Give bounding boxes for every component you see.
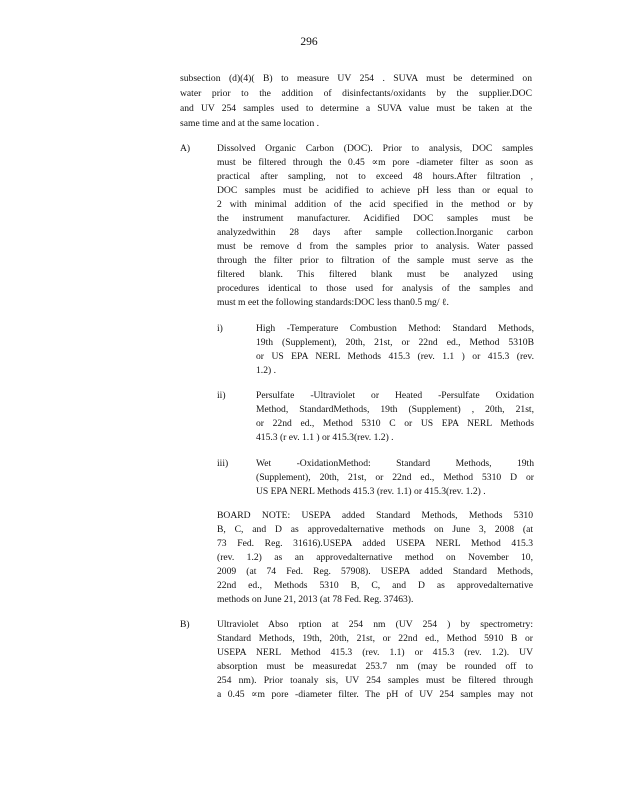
item-ii-line: Method, StandardMethods, 19th (Supplement) , 20th, 21st,: [256, 404, 534, 415]
intro-line: water prior to the addition of disinfectants/oxidants by the supplier.DOC: [180, 88, 532, 99]
item-i-line: or US EPA NERL Methods 415.3 (rev. 1.1 ) or 415.3 (rev.: [256, 351, 534, 362]
section-a-line: must be filtered through the 0.45 ∝m pore -diameter filter as soon as: [217, 157, 533, 168]
section-a-line: 2 with minimal addition of the acid specified in the method or by: [217, 199, 533, 210]
item-i-line: High -Temperature Combustion Method: Standard Methods,: [256, 323, 534, 334]
page-number: 296: [300, 36, 318, 48]
item-ii-line: 415.3 (r ev. 1.1 ) or 415.3(rev. 1.2) .: [256, 432, 394, 443]
board-note-line: methods on June 21, 2013 (at 78 Fed. Reg. 37463).: [217, 594, 414, 605]
item-iii-marker: iii): [217, 458, 229, 469]
intro-line: and UV 254 samples used to determine a SUVA value must be taken at the: [180, 103, 532, 114]
item-i-marker: i): [217, 323, 223, 334]
item-i-line: 19th (Supplement), 20th, 21st, or 22nd ed., Method 5310B: [256, 337, 534, 348]
section-a-marker: A): [180, 143, 191, 154]
item-ii-marker: ii): [217, 390, 226, 401]
section-b-line: Standard Methods, 19th, 20th, 21st, or 22nd ed., Method 5910 B or: [217, 633, 533, 644]
section-a-line: Dissolved Organic Carbon (DOC). Prior to analysis, DOC samples: [217, 143, 533, 154]
section-a-line: DOC samples must be acidified to achieve pH less than or equal to: [217, 185, 533, 196]
section-a-line: must be remove d from the samples prior to analysis. Water passed: [217, 241, 533, 252]
item-ii-line: or 22nd ed., Method 5310 C or US EPA NERL Methods: [256, 418, 534, 429]
section-a-line: the instrument manufacturer. Acidified DOC samples must be: [217, 213, 533, 224]
section-b-marker: B): [180, 619, 190, 630]
section-b-line: a 0.45 ∝m pore -diameter filter. The pH of UV 254 samples may not: [217, 689, 533, 700]
section-b-line: absorption must be measuredat 253.7 nm (may be rounded off to: [217, 661, 533, 672]
section-a-line: practical after sampling, not to exceed 48 hours.After filtration ,: [217, 171, 533, 182]
section-b-line: 254 nm). Prior toanaly sis, UV 254 samples must be filtered through: [217, 675, 533, 686]
item-iii-line: US EPA NERL Methods 415.3 (rev. 1.1) or 415.3(rev. 1.2) .: [256, 486, 486, 497]
section-b-line: USEPA NERL Method 415.3 (rev. 1.1) or 415.3 (rev. 1.2). UV: [217, 647, 533, 658]
board-note-line: (rev. 1.2) as an approvedalternative method on November 10,: [217, 552, 533, 563]
intro-line: subsection (d)(4)( B) to measure UV 254 . SUVA must be determined on: [180, 73, 532, 84]
section-a-line: analyzedwithin 28 days after sample collection.Inorganic carbon: [217, 227, 533, 238]
intro-line: same time and at the same location .: [180, 118, 320, 129]
section-a-line: procedures identical to those used for analysis of the samples and: [217, 283, 533, 294]
board-note-line: 2009 (at 74 Fed. Reg. 57908). USEPA added Standard Methods,: [217, 566, 533, 577]
section-b-line: Ultraviolet Abso rption at 254 nm (UV 254 ) by spectrometry:: [217, 619, 533, 630]
section-a-line: through the filter prior to filtration of the sample must serve as the: [217, 255, 533, 266]
item-ii-line: Persulfate -Ultraviolet or Heated -Persulfate Oxidation: [256, 390, 534, 401]
board-note-line: B, C, and D as approvedalternative methods on June 3, 2008 (at: [217, 524, 533, 535]
item-iii-line: (Supplement), 20th, 21st, or 22nd ed., Method 5310 D or: [256, 472, 534, 483]
item-iii-line: Wet -OxidationMethod: Standard Methods, 19th: [256, 458, 534, 469]
section-a-line: filtered blank. This filtered blank must be analyzed using: [217, 269, 533, 280]
board-note-line: 73 Fed. Reg. 31616).USEPA added USEPA NERL Method 415.3: [217, 538, 533, 549]
board-note-line: 22nd ed., Methods 5310 B, C, and D as approvedalternative: [217, 580, 533, 591]
item-i-line: 1.2) .: [256, 365, 276, 376]
board-note-line: BOARD NOTE: USEPA added Standard Methods, Methods 5310: [217, 510, 533, 521]
section-a-line: must m eet the following standards:DOC less than0.5 mg/ ℓ.: [217, 297, 449, 308]
